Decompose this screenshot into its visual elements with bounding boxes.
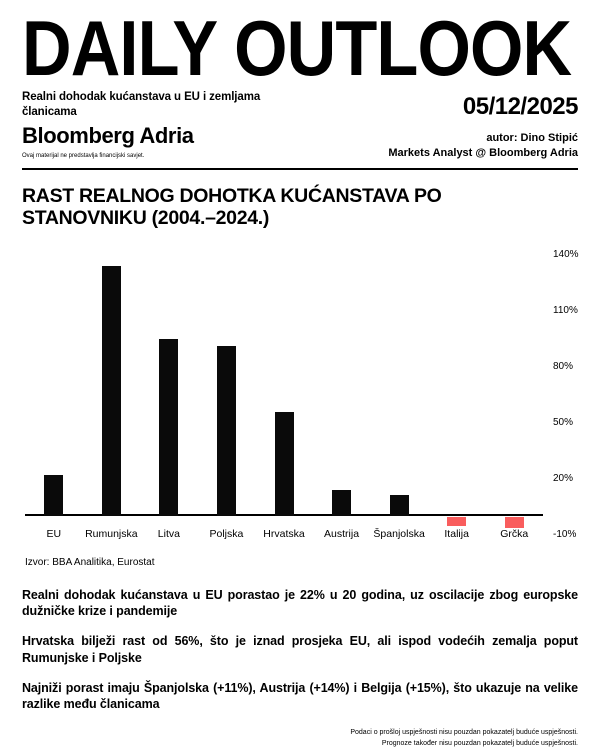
insights-section — [22, 587, 578, 713]
chart-title — [22, 185, 578, 229]
x-tick-label: Hrvatska — [263, 527, 305, 540]
masthead-title: DAILY OUTLOOK — [22, 4, 572, 92]
subtitle-line-1: Realni dohodak kućanstava u EU i zemljama — [22, 91, 261, 104]
bar-poljska — [217, 346, 236, 516]
x-tick-label: Poljska — [209, 527, 244, 540]
header — [22, 90, 578, 161]
footer-line-2: Prognoze također nisu pouzdan pokazatelj buduće uspješnosti. — [381, 740, 578, 748]
bar-eu — [44, 475, 63, 516]
x-tick-label: Španjolska — [373, 527, 425, 540]
y-tick-label: 140% — [553, 248, 579, 260]
bar-španjolska — [390, 495, 409, 516]
footer-line-1: Podaci o prošloj uspješnosti nisu pouzdan pokazatelj buduće uspješnosti. — [350, 729, 578, 737]
legal-disclaimer: Ovaj materijal ne predstavlja financijski savjet. — [22, 152, 145, 159]
insight-paragraph: Najniži porast imaju Španjolska (+11%), Austrija (+14%) i Belgija (+15%), što ukazuje na velike razlike među članicama — [22, 680, 578, 712]
insight-paragraph: Hrvatska bilježi rast od 56%, što je iznad prosjeka EU, ali ispod vodećih zemalja poput Rumunjske i Poljske — [22, 634, 578, 665]
newsletter-page — [0, 4, 600, 750]
chart-title-line-2: STANOVNIKU (2004.–2024.) — [22, 206, 270, 229]
bar-hrvatska — [275, 412, 294, 516]
bar-rumunjska — [102, 266, 121, 516]
x-tick-label: Litva — [157, 527, 180, 540]
bar-chart — [25, 250, 578, 542]
y-tick-label: 80% — [553, 360, 574, 372]
x-tick-label: Italija — [444, 527, 469, 540]
footer-disclaimer — [350, 728, 578, 750]
insight-paragraph: Realni dohodak kućanstava u EU porastao je 22% u 20 godina, uz oscilacije zbog europske dužničke krize i pandemije — [22, 587, 578, 619]
x-tick-label: EU — [46, 527, 62, 540]
edition-subtitle — [22, 90, 260, 119]
header-left — [22, 90, 260, 161]
y-tick-label: -10% — [553, 528, 577, 540]
header-right — [388, 90, 578, 161]
author-role: Markets Analyst @ Bloomberg Adria — [388, 147, 578, 160]
subtitle-line-2: članicama — [22, 105, 77, 118]
issue-date: 05/12/2025 — [462, 93, 578, 121]
author-name: autor: Dino Stipić — [486, 132, 578, 145]
x-tick-label: Austrija — [324, 527, 360, 540]
chart-source: Izvor: BBA Analitika, Eurostat — [25, 556, 155, 568]
y-tick-label: 20% — [553, 472, 574, 484]
y-tick-label: 50% — [553, 416, 574, 428]
x-tick-label: Rumunjska — [85, 527, 138, 540]
brand-name: Bloomberg Adria — [22, 122, 194, 148]
bar-litva — [159, 339, 178, 516]
bar-austrija — [332, 490, 351, 516]
chart-title-line-1: RAST REALNOG DOHOTKA KUĆANSTAVA PO — [22, 184, 442, 207]
header-divider — [22, 168, 578, 170]
y-tick-label: 110% — [553, 304, 578, 316]
bar-grčka — [505, 517, 524, 528]
bar-italija — [447, 517, 466, 526]
x-tick-label: Grčka — [500, 527, 529, 540]
